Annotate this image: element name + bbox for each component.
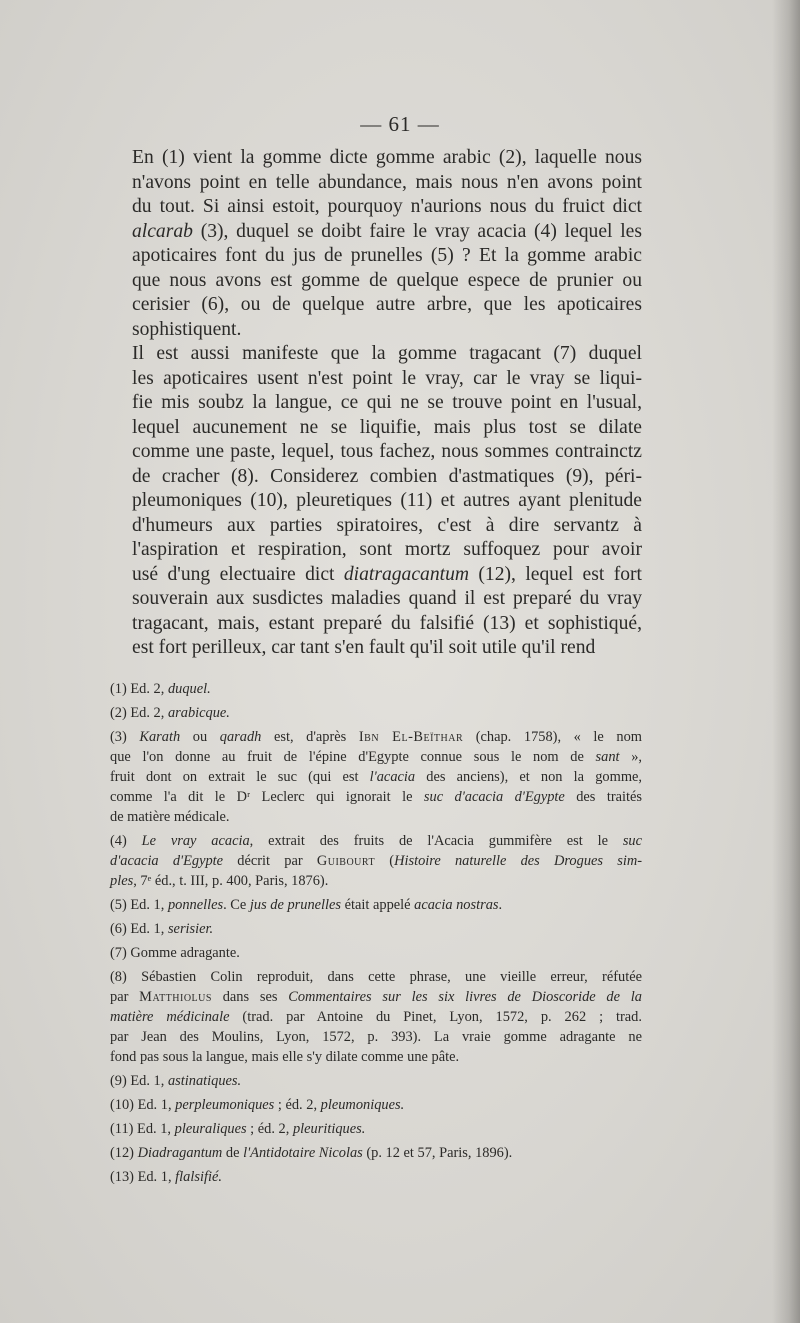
text-line: En (1) vient la gomme dicte gomme arabic (2), laquelle nous	[132, 147, 642, 168]
footnote-3	[110, 727, 642, 827]
text-line: que nous avons est gomme de quelque espece de prunier ou	[132, 269, 642, 291]
note-text: (	[375, 853, 395, 869]
note-line	[110, 851, 642, 871]
text-line: est fort perilleux, car tant s'en fault qu'il soit utile qu'il rend	[132, 637, 596, 658]
note-italic: Commentaires sur les six livres de Dioscoride de la	[288, 989, 642, 1005]
note-italic: pleuritiques.	[292, 1121, 366, 1137]
main-text	[110, 146, 642, 661]
note-italic: sant	[595, 749, 620, 765]
note-italic: l'acacia	[369, 769, 416, 785]
footnote-9	[110, 1071, 642, 1091]
text-line: de cracher (8). Considerez combien d'astmatiques (9), péri-	[132, 465, 642, 487]
note-smallcaps: Guibourt	[316, 853, 376, 869]
note-text: de	[222, 1145, 244, 1161]
note-text: (trad. par Antoine du Pinet, Lyon, 1572, p. 262 ; trad.	[229, 1009, 642, 1025]
note-line: par Jean des Moulins, Lyon, 1572, p. 393). La vraie gomme adragante ne	[110, 1029, 642, 1045]
note-text: des traités	[564, 789, 642, 805]
note-text: dans ses	[211, 989, 289, 1005]
note-text: (5) Ed. 1,	[110, 897, 168, 913]
text-run: (3), duquel se doibt faire le vray acacia (4) lequel les	[192, 220, 642, 242]
note-line	[110, 831, 642, 851]
note-italic: l'Antidotaire Nicolas	[243, 1145, 363, 1161]
note-text: (6) Ed. 1,	[110, 921, 168, 937]
note-text: (1) Ed. 2,	[110, 681, 168, 697]
note-italic: Karath	[139, 729, 181, 745]
note-text: est, d'après	[261, 729, 359, 745]
text-line: lequel aucunement ne se liquifie, mais plus tost se dilate	[132, 416, 642, 438]
text-run: usé d'ung electuaire dict	[132, 563, 344, 585]
note-text: . Ce	[223, 897, 250, 913]
note-italic: suc d'acacia d'Egypte	[423, 789, 565, 805]
note-text: décrit par	[223, 853, 317, 869]
note-italic: pleumoniques.	[320, 1097, 405, 1113]
note-text: (13) Ed. 1,	[110, 1169, 176, 1185]
footnote-10	[110, 1095, 642, 1115]
note-italic: duquel.	[167, 681, 211, 697]
italic-term: alcarab	[132, 220, 193, 242]
note-text: (11) Ed. 1,	[110, 1121, 175, 1137]
footnotes	[110, 679, 642, 1191]
note-line: (8) Sébastien Colin reproduit, dans cette phrase, une vieille erreur, réfutée	[110, 969, 642, 985]
note-text: (p. 12 et 57, Paris, 1896).	[362, 1145, 513, 1161]
note-italic: perpleumoniques	[175, 1097, 275, 1113]
footnote-1	[110, 679, 642, 699]
note-line	[110, 767, 642, 787]
footnote-8	[110, 967, 642, 1067]
note-line	[110, 727, 642, 747]
text-line: fie mis soubz la langue, ce qui ne se trouve point en l'usual,	[132, 392, 642, 413]
note-italic: flalsifié.	[175, 1169, 222, 1185]
note-italic: pleuraliques	[174, 1121, 247, 1137]
footnote-2	[110, 703, 642, 723]
note-italic: acacia nostras	[414, 897, 499, 913]
page-number: — 61 —	[360, 112, 440, 136]
note-italic: suc	[622, 833, 642, 849]
note-line	[110, 1007, 642, 1027]
note-italic: serisier.	[167, 921, 214, 937]
note-italic: astinatiques.	[167, 1073, 242, 1089]
text-line	[110, 220, 642, 245]
note-text: (12)	[110, 1145, 138, 1161]
note-italic: qaradh	[219, 729, 262, 745]
note-italic: arabicque.	[167, 705, 230, 721]
footnote-5	[110, 895, 642, 915]
footnote-6	[110, 919, 642, 939]
note-text: fruit dont on extrait le suc (qui est	[110, 769, 370, 785]
text-line: cerisier (6), ou de quelque autre arbre, que les apoticaires	[132, 294, 642, 315]
note-line	[110, 871, 642, 891]
footnote-7: (7) Gomme adragante.	[110, 945, 240, 961]
text-line: apoticaires font du jus de prunelles (5) ? Et la gomme arabic	[132, 245, 642, 266]
note-text: , 7ᵉ éd., t. III, p. 400, Paris, 1876).	[133, 873, 329, 889]
note-text: (4)	[110, 833, 142, 849]
text-line: sophistiquent.	[132, 318, 242, 340]
note-text: était appelé	[341, 897, 415, 913]
note-text: que l'on donne au fruit de l'épine d'Egypte connue sous le nom de	[110, 749, 596, 765]
footnote-13	[110, 1167, 642, 1187]
note-italic: jus de prunelles	[249, 897, 342, 913]
note-text: comme l'a dit le Dʳ Leclerc qui ignorait le	[110, 789, 424, 805]
text-line: tragacant, mais, estant preparé du falsifié (13) et sophistiqué,	[132, 612, 642, 634]
note-italic: Histoire naturelle des Drogues sim-	[394, 853, 642, 869]
note-text: »,	[619, 749, 642, 765]
note-italic: d'acacia d'Egypte	[110, 853, 224, 869]
footnote-4	[110, 831, 642, 891]
note-italic: ples	[110, 873, 134, 889]
text-run: (12), lequel est fort	[469, 563, 642, 585]
note-text: (2) Ed. 2,	[110, 705, 168, 721]
note-text: (3)	[110, 729, 140, 745]
text-line	[110, 563, 642, 588]
note-line	[110, 747, 642, 767]
note-text: ; éd. 2,	[246, 1121, 293, 1137]
italic-term: diatragacantum	[343, 563, 470, 585]
text-line: d'humeurs aux parties spiratoires, c'est à dire servantz à	[132, 514, 642, 536]
footnote-11	[110, 1119, 642, 1139]
text-line: les apoticaires usent n'est point le vray, car le vray se liqui-	[132, 367, 642, 389]
note-text: des anciens), et non la gomme,	[415, 769, 642, 785]
note-text: ou	[180, 729, 220, 745]
note-text: (chap. 1758), « le nom	[463, 729, 642, 745]
text-line: du tout. Si ainsi estoit, pourquoy n'aurions nous du fruict dict	[132, 196, 642, 217]
text-line: souverain aux susdictes maladies quand il est preparé du vray	[132, 588, 642, 609]
note-line	[110, 787, 642, 807]
note-text: (9) Ed. 1,	[110, 1073, 168, 1089]
paragraph-2	[110, 342, 642, 661]
paragraph-1	[110, 146, 642, 342]
note-line: fond pas sous la langue, mais elle s'y dilate comme une pâte.	[110, 1049, 460, 1065]
note-italic: ponnelles	[167, 897, 224, 913]
note-line: de matière médicale.	[110, 809, 230, 825]
note-italic: Diadragantum	[137, 1145, 223, 1161]
note-italic: matière médicinale	[110, 1009, 230, 1025]
note-line	[110, 987, 642, 1007]
text-line: n'avons point en telle abundance, mais nous n'en avons point	[132, 171, 642, 193]
text-line: comme une paste, lequel, tous fachez, nous sommes contrainctz	[132, 441, 642, 462]
note-italic: Le vray acacia	[141, 833, 250, 849]
page-edge-shadow	[772, 0, 800, 1323]
text-line: l'aspiration et respiration, sont mortz suffoquez pour avoir	[132, 539, 642, 560]
note-text: .	[498, 897, 503, 913]
footnote-12	[110, 1143, 642, 1163]
note-text: ; éd. 2,	[274, 1097, 321, 1113]
note-text: , extrait des fruits de l'Acacia gummifère est le	[249, 833, 623, 849]
note-smallcaps: Ibn El-Beïthar	[358, 729, 464, 745]
note-text: par	[110, 989, 140, 1005]
text-line: Il est aussi manifeste que la gomme tragacant (7) duquel	[132, 343, 642, 364]
note-smallcaps: Matthiolus	[139, 989, 212, 1005]
note-text: (10) Ed. 1,	[110, 1097, 176, 1113]
text-line: pleumoniques (10), pleuretiques (11) et autres ayant plenitude	[132, 490, 642, 511]
